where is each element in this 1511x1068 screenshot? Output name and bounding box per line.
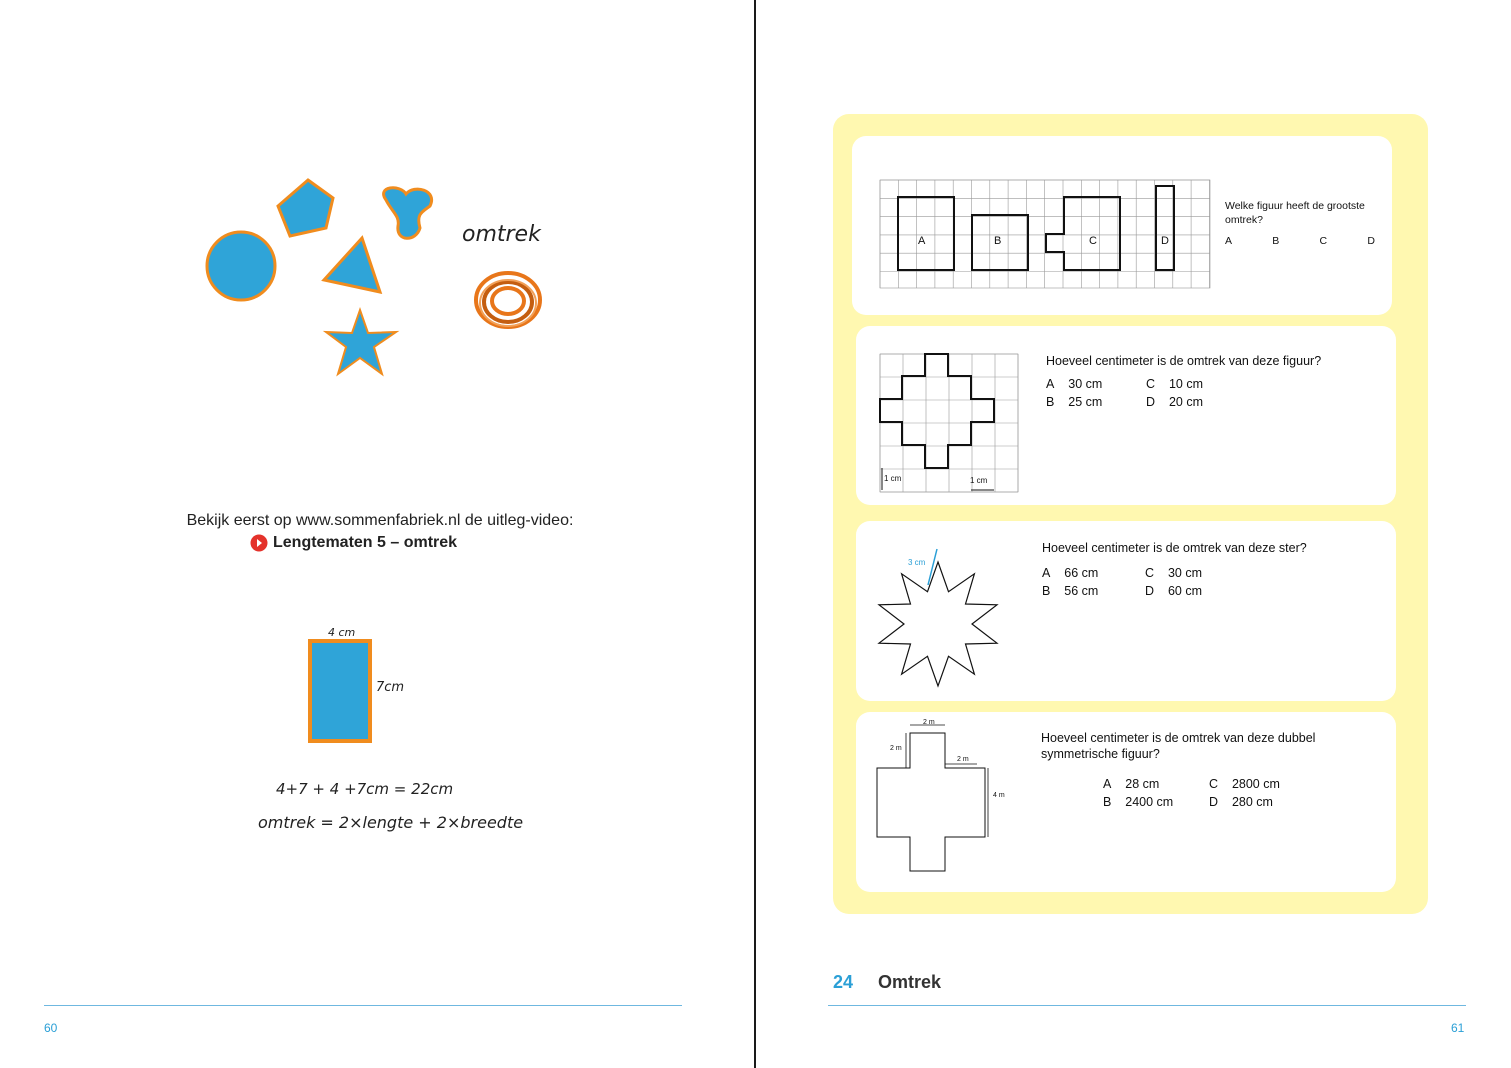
q3-option-d[interactable]: D 60 cm xyxy=(1145,584,1202,598)
figure-label-b: B xyxy=(994,235,1002,247)
section-title: Omtrek xyxy=(878,972,942,992)
cross-figure-q2 xyxy=(878,352,1020,494)
q4-option-a[interactable]: A 28 cm xyxy=(1103,777,1160,791)
figure-label-c: C xyxy=(1089,235,1097,247)
q2-option-a[interactable]: A 30 cm xyxy=(1046,377,1103,391)
q4-question: Hoeveel centimeter is de omtrek van deze dubbel symmetrische figuur? xyxy=(1041,731,1316,761)
omtrek-handwritten: omtrek xyxy=(462,222,541,247)
q2-option-c[interactable]: C 10 cm xyxy=(1146,377,1203,391)
footer-rule-right xyxy=(828,1005,1466,1006)
q2-question: Hoeveel centimeter is de omtrek van deze figuur? xyxy=(1046,354,1322,368)
q4-option-b[interactable]: B 2400 cm xyxy=(1103,795,1174,809)
q1-question: Welke figuur heeft de grootste omtrek? xyxy=(1225,200,1365,226)
q4-dim-right: 4 m xyxy=(993,792,1005,799)
video-title: Lengtematen 5 – omtrek xyxy=(273,534,458,551)
circle-shape-icon xyxy=(207,232,275,300)
star-figure-q3 xyxy=(870,540,1010,690)
star-shape-icon xyxy=(326,310,396,374)
q2-option-b[interactable]: B 25 cm xyxy=(1046,395,1103,409)
q1-option-a[interactable]: A xyxy=(1225,235,1233,247)
q1-options xyxy=(1225,235,1375,247)
rope-coil-icon xyxy=(476,273,540,327)
q4-dim-left: 2 m xyxy=(890,745,902,752)
blob-shape-icon xyxy=(384,188,432,239)
figure-label-d: D xyxy=(1161,235,1169,247)
rect-width-label: 4 cm xyxy=(328,626,356,639)
q3-question: Hoeveel centimeter is de omtrek van deze ster? xyxy=(1042,541,1307,555)
rectangle-example xyxy=(300,625,380,745)
q4-option-c[interactable]: C 2800 cm xyxy=(1209,777,1280,791)
q2-unit-vertical: 1 cm xyxy=(884,474,902,483)
q4-options xyxy=(1103,777,1303,809)
triangle-shape-icon xyxy=(324,238,380,292)
q1-option-c[interactable]: C xyxy=(1319,235,1328,247)
sum-line: 4+7 + 4 +7cm = 22cm xyxy=(276,780,454,798)
video-link[interactable] xyxy=(250,534,510,552)
grid-figures-q1 xyxy=(878,178,1212,290)
pentagon-shape-icon xyxy=(278,180,333,236)
figure-label-a: A xyxy=(918,235,926,247)
page-spine xyxy=(754,0,756,1068)
q4-dim-top: 2 m xyxy=(923,719,935,726)
q3-option-b[interactable]: B 56 cm xyxy=(1042,584,1099,598)
intro-text: Bekijk eerst op www.sommenfabriek.nl de uitleg-video: xyxy=(186,512,574,529)
rect-height-label: 7cm xyxy=(376,680,405,695)
q1-option-d[interactable]: D xyxy=(1367,235,1375,247)
q3-option-a[interactable]: A 66 cm xyxy=(1042,566,1099,580)
q2-option-d[interactable]: D 20 cm xyxy=(1146,395,1203,409)
page-number-right: 61 xyxy=(1451,1021,1465,1035)
q3-options xyxy=(1042,566,1222,598)
q4-option-d[interactable]: D 280 cm xyxy=(1209,795,1273,809)
shapes-illustration xyxy=(190,170,570,390)
q2-options xyxy=(1046,377,1226,409)
section-number: 24 xyxy=(833,972,854,992)
q4-dim-inner: 2 m xyxy=(957,756,969,763)
q3-edge-label: 3 cm xyxy=(908,558,926,567)
plus-figure-q4 xyxy=(870,716,1010,876)
q1-option-b[interactable]: B xyxy=(1272,235,1280,247)
q2-unit-horizontal: 1 cm xyxy=(970,476,988,485)
page-number-left: 60 xyxy=(44,1021,58,1035)
q3-option-c[interactable]: C 30 cm xyxy=(1145,566,1202,580)
formula-line: omtrek = 2×lengte + 2×breedte xyxy=(258,813,524,832)
play-icon xyxy=(250,534,268,552)
footer-rule-left xyxy=(44,1005,682,1006)
